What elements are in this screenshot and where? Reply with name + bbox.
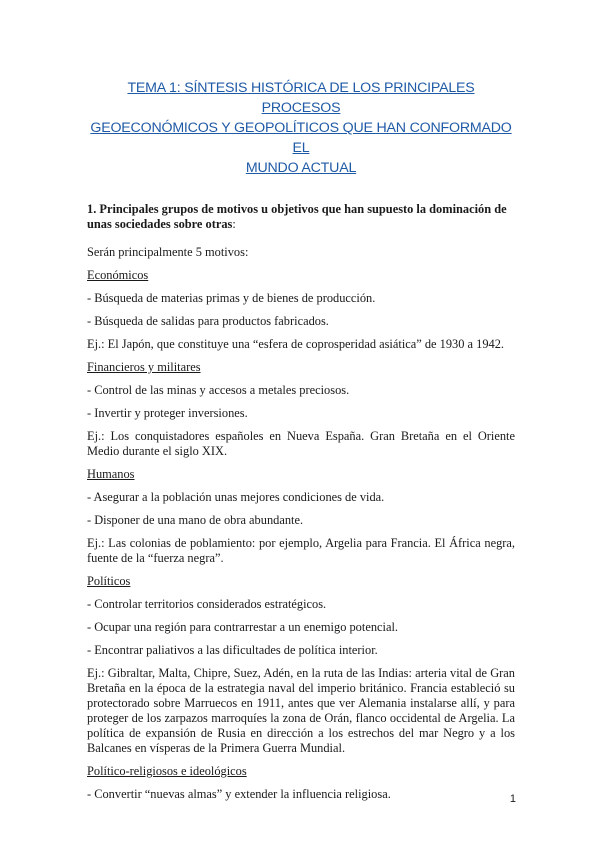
question-text: 1. Principales grupos de motivos u objetivos que han supuesto la dominación de unas sociedades sobre otras [87, 202, 507, 231]
title-line-2: GEOECONÓMICOS Y GEOPOLÍTICOS QUE HAN CONFORMADO EL [90, 120, 512, 156]
heading-economicos: Económicos [87, 268, 149, 282]
example-economicos: Ej.: El Japón, que constituye una “esfera de coprosperidad asiática” de 1930 a 1942. [87, 337, 505, 351]
list-item: - Convertir “nuevas almas” y extender la influencia religiosa. [87, 787, 391, 801]
example-humanos: Ej.: Las colonias de poblamiento: por ejemplo, Argelia para Francia. El África negra, fuente de la “fuerza negra”. [87, 536, 515, 565]
heading-politicos: Políticos [87, 574, 131, 588]
example-financieros: Ej.: Los conquistadores españoles en Nueva España. Gran Bretaña en el Oriente Medio durante el siglo XIX. [87, 429, 515, 458]
section-question [87, 202, 515, 232]
title-line-3: MUNDO ACTUAL [245, 160, 357, 176]
heading-financieros: Financieros y militares [87, 360, 201, 374]
list-item: - Controlar territorios considerados estratégicos. [87, 597, 327, 611]
intro-text: Serán principalmente 5 motivos: [87, 245, 249, 259]
question-suffix: : [232, 217, 236, 231]
page-number: 1 [509, 793, 516, 805]
list-item: - Ocupar una región para contrarrestar a un enemigo potencial. [87, 620, 399, 634]
title-line-1: TEMA 1: SÍNTESIS HISTÓRICA DE LOS PRINCIPALES PROCESOS [127, 80, 475, 116]
list-item: - Búsqueda de materias primas y de bienes de producción. [87, 291, 376, 305]
heading-humanos: Humanos [87, 467, 135, 481]
example-politicos: Ej.: Gibraltar, Malta, Chipre, Suez, Adén, en la ruta de las Indias: arteria vital de Gran Bretaña en la época de la estrategia naval del imperio británico. Francia estableció su protectorado sobre Marruecos en 1911, antes que ver Alemania instalarse allí, y para proteger de los zarpazos marroquíes la zona de Orán, flanco occidental de Argelia. La política de expansión de Rusia en dirección a los estrechos del mar Negro y a los Balcanes en vísperas de la Primera Guerra Mundial. [87, 666, 515, 755]
list-item: - Asegurar a la población unas mejores condiciones de vida. [87, 490, 385, 504]
list-item: - Búsqueda de salidas para productos fabricados. [87, 314, 329, 328]
heading-religiosos: Político-religiosos e ideológicos [87, 764, 247, 778]
list-item: - Invertir y proteger inversiones. [87, 406, 248, 420]
list-item: - Encontrar paliativos a las dificultades de política interior. [87, 643, 378, 657]
document-title [87, 78, 515, 178]
document-page [87, 78, 515, 810]
list-item: - Control de las minas y accesos a metales preciosos. [87, 383, 350, 397]
list-item: - Disponer de una mano de obra abundante. [87, 513, 304, 527]
